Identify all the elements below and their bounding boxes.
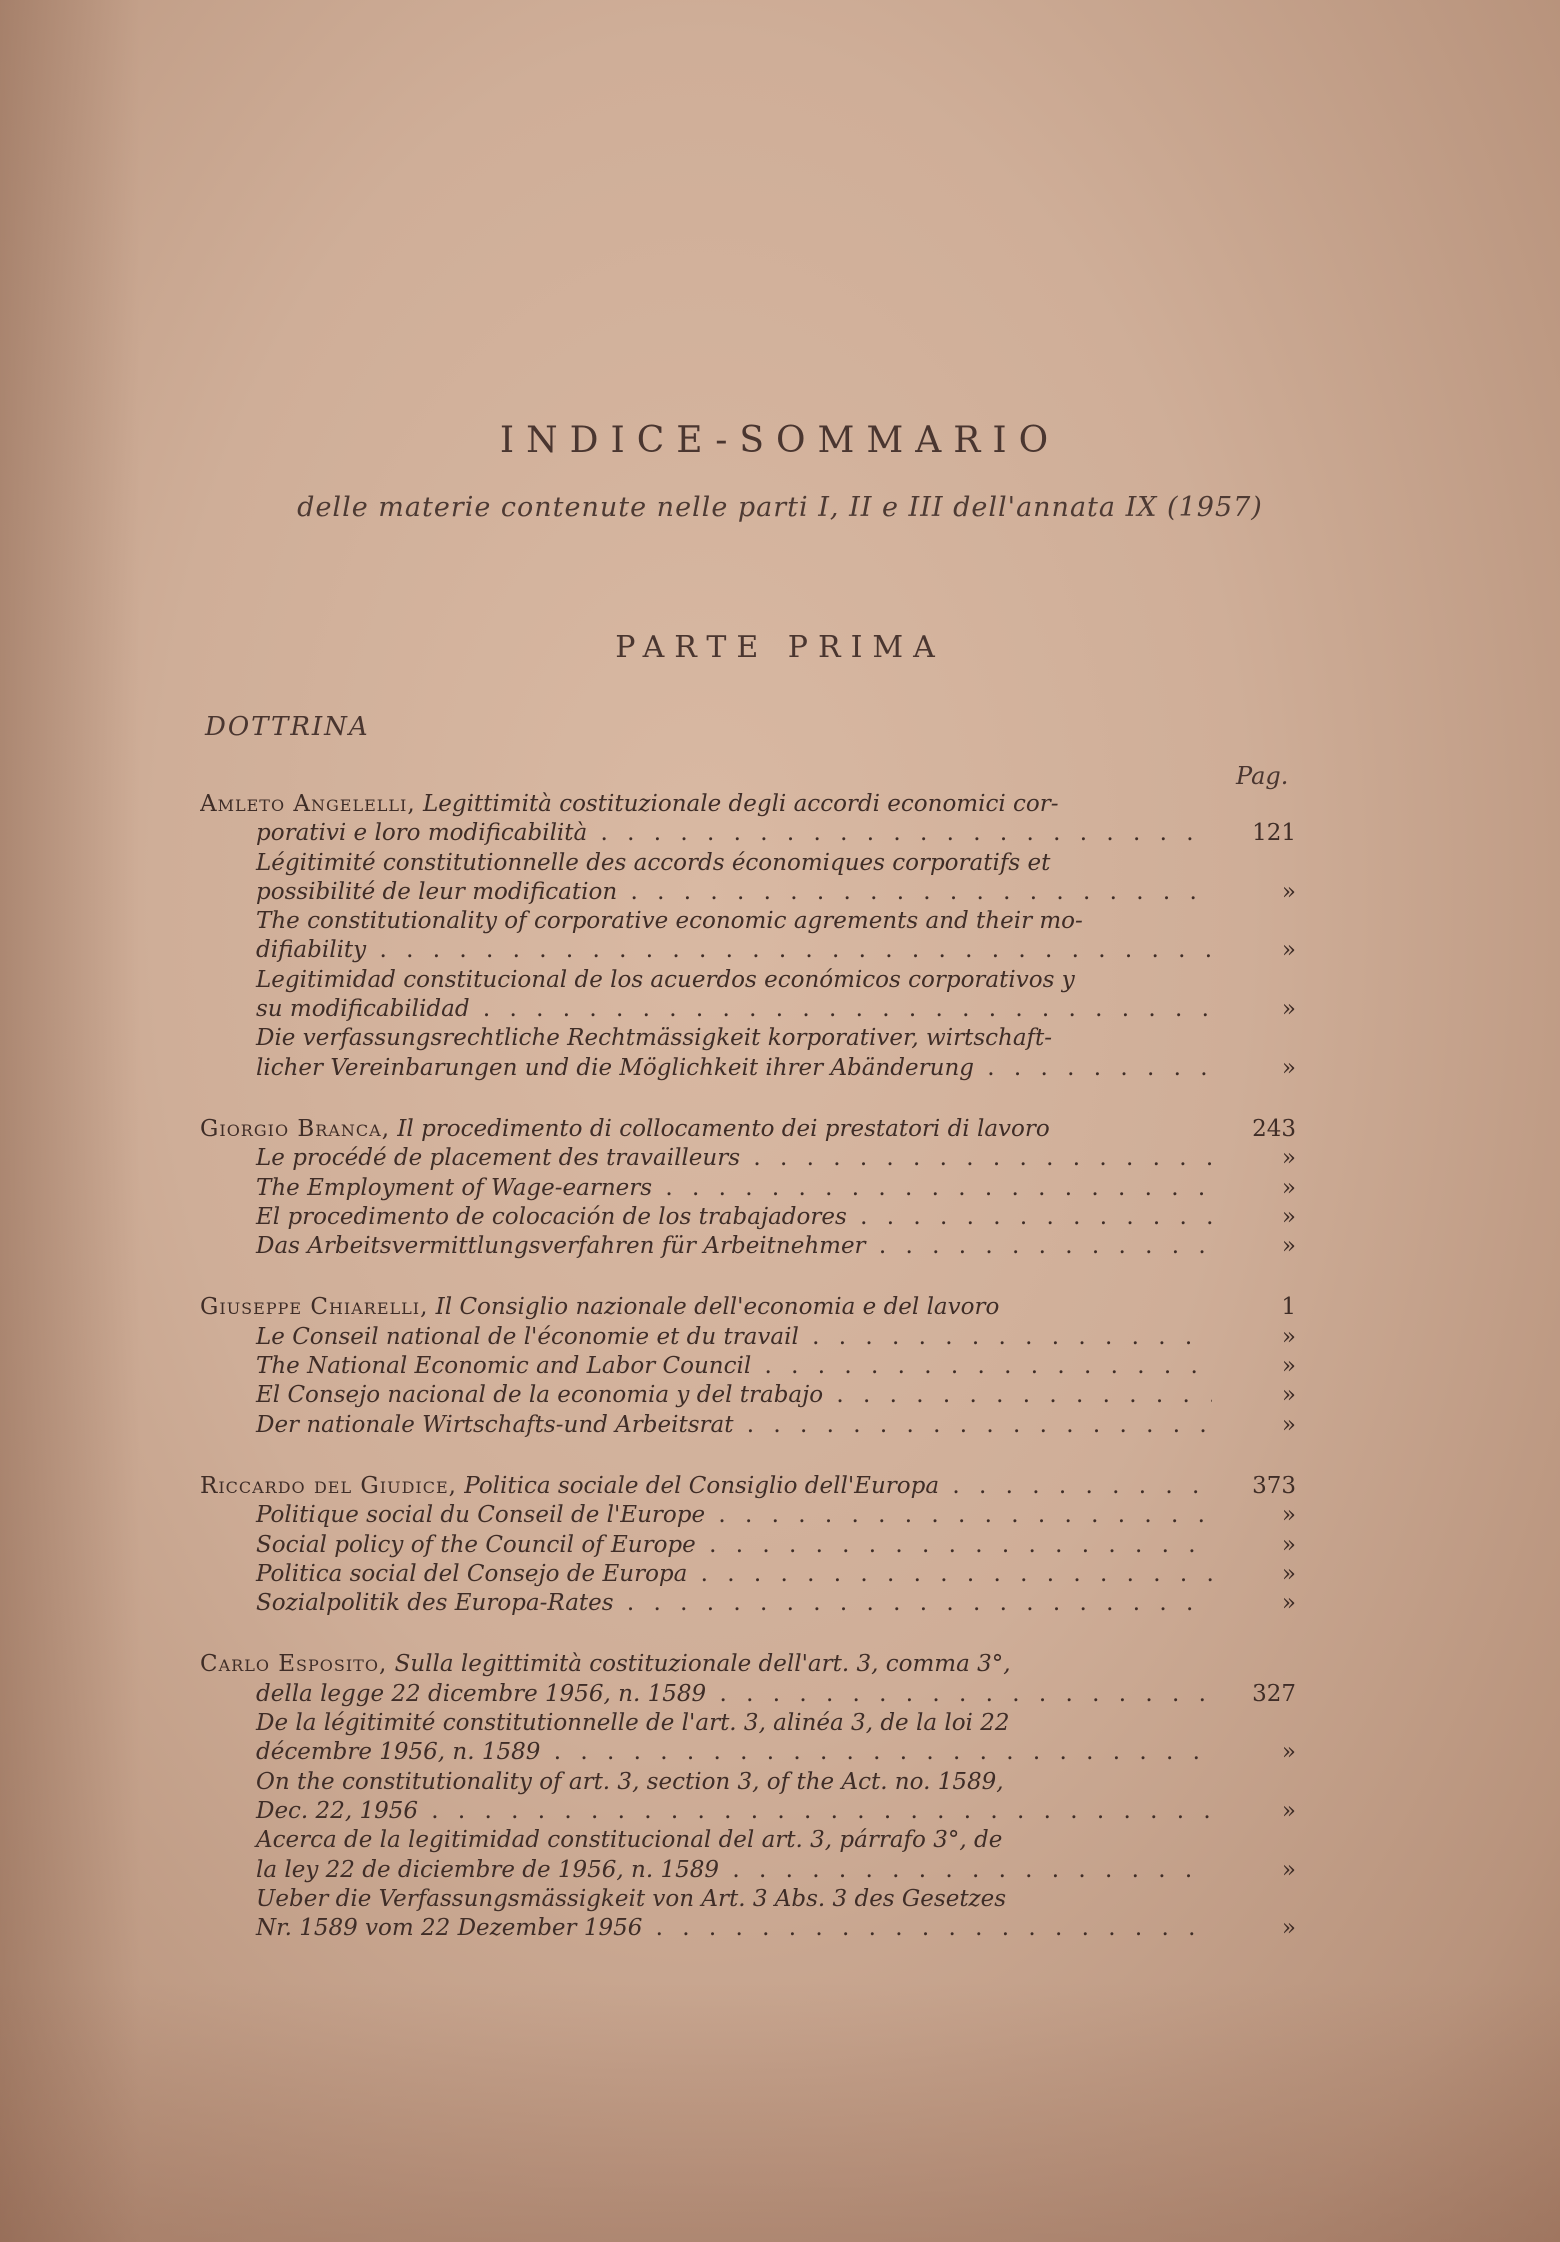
toc-line bbox=[200, 1472, 1300, 1501]
toc-line-text bbox=[256, 936, 1212, 965]
article-title: Sozialpolitik des Europa-Rates bbox=[256, 1590, 614, 1617]
toc-line-text bbox=[256, 1560, 1212, 1589]
toc-line bbox=[200, 1709, 1300, 1738]
page-number: » bbox=[1281, 1560, 1296, 1587]
toc-line-text bbox=[256, 1738, 1212, 1767]
page-number: » bbox=[1281, 1353, 1296, 1380]
toc-line-text bbox=[256, 849, 1050, 878]
page-number: » bbox=[1281, 1382, 1296, 1409]
toc-line bbox=[200, 1768, 1300, 1797]
article-title: Il Consiglio nazionale dell'economia e del lavoro bbox=[428, 1294, 1000, 1321]
toc-line bbox=[200, 1856, 1300, 1885]
toc-line-text bbox=[256, 1589, 1212, 1618]
toc-line bbox=[200, 1024, 1300, 1053]
section-heading: DOTTRINA bbox=[205, 712, 370, 742]
article-title: Politica sociale del Consiglio dell'Europa bbox=[456, 1472, 940, 1499]
article-title: Dec. 22, 1956 bbox=[256, 1797, 418, 1824]
article-title: Le Conseil national de l'économie et du travail bbox=[256, 1323, 799, 1350]
author-name: Riccardo del Giudice, bbox=[200, 1472, 457, 1499]
toc-entry bbox=[200, 1115, 1300, 1261]
article-title: Il procedimento di collocamento dei prestatori di lavoro bbox=[390, 1115, 1050, 1142]
toc-line-text bbox=[256, 1885, 1006, 1914]
toc-line bbox=[200, 1680, 1300, 1709]
toc-line-text bbox=[256, 1768, 1004, 1797]
article-title: El Consejo nacional de la economia y del trabajo bbox=[256, 1382, 824, 1409]
part-heading: PARTE PRIMA bbox=[615, 630, 945, 665]
toc-line bbox=[200, 1054, 1300, 1083]
toc-line-text bbox=[256, 1174, 1212, 1203]
toc-line bbox=[200, 1650, 1300, 1679]
page-number: » bbox=[1281, 1054, 1296, 1081]
article-title: Légitimité constitutionnelle des accords économiques corporatifs et bbox=[256, 849, 1051, 876]
page-number: 327 bbox=[1252, 1680, 1296, 1707]
toc-line-text bbox=[256, 1232, 1212, 1261]
toc-line bbox=[200, 1232, 1300, 1261]
article-title: Politique social du Conseil de l'Europe bbox=[256, 1502, 706, 1529]
page-number: » bbox=[1281, 1915, 1296, 1942]
toc-line bbox=[200, 1826, 1300, 1855]
article-title: Nr. 1589 vom 22 Dezember 1956 bbox=[256, 1915, 643, 1942]
toc-line bbox=[200, 1411, 1300, 1440]
article-title: possibilité de leur modification bbox=[256, 878, 618, 905]
toc-line-text bbox=[256, 1144, 1212, 1173]
toc-line-text bbox=[256, 1352, 1212, 1381]
toc-line-text bbox=[200, 1472, 1212, 1501]
article-title: De la légitimité constitutionnelle de l'art. 3, alinéa 3, de la loi 22 bbox=[256, 1710, 1010, 1737]
toc-line-text bbox=[256, 1203, 1212, 1232]
toc-line bbox=[200, 1293, 1300, 1322]
toc-line-text bbox=[256, 819, 1212, 848]
toc-line-text bbox=[256, 1501, 1212, 1530]
toc-line bbox=[200, 936, 1300, 965]
page-column-label: Pag. bbox=[1236, 762, 1289, 790]
table-of-contents bbox=[200, 790, 1300, 1975]
toc-line bbox=[200, 1560, 1300, 1589]
toc-line-text bbox=[200, 1115, 1050, 1144]
toc-line-text bbox=[200, 790, 1059, 819]
page-number: » bbox=[1281, 1145, 1296, 1172]
page-number: » bbox=[1281, 1233, 1296, 1260]
toc-line-text bbox=[256, 907, 1083, 936]
toc-line bbox=[200, 1352, 1300, 1381]
page-subtitle: delle materie contenute nelle parti I, II e III dell'annata IX (1957) bbox=[297, 492, 1263, 523]
article-title: licher Vereinbarungen und die Möglichkeit ihrer Abänderung bbox=[256, 1054, 974, 1081]
article-title: Legittimità costituzionale degli accordi economici cor- bbox=[415, 791, 1059, 817]
page-number: » bbox=[1281, 1203, 1296, 1230]
page-title: INDICE-SOMMARIO bbox=[499, 420, 1061, 461]
toc-line-text bbox=[256, 878, 1212, 907]
article-title: Social policy of the Council of Europe bbox=[256, 1531, 696, 1558]
page-number: » bbox=[1281, 1174, 1296, 1201]
page-bottom-shadow bbox=[0, 1982, 1560, 2242]
toc-line-text bbox=[200, 1650, 1011, 1679]
toc-line bbox=[200, 849, 1300, 878]
page-number: » bbox=[1281, 1531, 1296, 1558]
page-number: » bbox=[1281, 1590, 1296, 1617]
article-title: Acerca de la legitimidad constitucional del art. 3, párrafo 3°, de bbox=[256, 1827, 1003, 1854]
page-number: » bbox=[1281, 1797, 1296, 1824]
article-title: El procedimento de colocación de los trabajadores bbox=[256, 1203, 847, 1230]
toc-line bbox=[200, 995, 1300, 1024]
page-number: » bbox=[1281, 1411, 1296, 1438]
page-edge-shadow bbox=[0, 0, 140, 2242]
article-title: The constitutionality of corporative economic agrements and their mo- bbox=[256, 908, 1083, 935]
toc-entry bbox=[200, 790, 1300, 1083]
toc-line-text bbox=[256, 1797, 1212, 1826]
toc-line bbox=[200, 878, 1300, 907]
toc-line-text bbox=[256, 1856, 1212, 1885]
toc-line-text bbox=[256, 1531, 1212, 1560]
article-title: décembre 1956, n. 1589 bbox=[256, 1739, 541, 1766]
toc-line bbox=[200, 966, 1300, 995]
toc-line-text bbox=[256, 1826, 1002, 1855]
toc-line bbox=[200, 1501, 1300, 1530]
toc-line bbox=[200, 1797, 1300, 1826]
article-title: della legge 22 dicembre 1956, n. 1589 bbox=[256, 1680, 707, 1707]
author-name: Amleto Angelelli, bbox=[200, 791, 416, 817]
page-number: » bbox=[1281, 1739, 1296, 1766]
toc-line-text bbox=[256, 995, 1212, 1024]
page-number: » bbox=[1281, 1323, 1296, 1350]
toc-entry bbox=[200, 1650, 1300, 1943]
toc-line-text bbox=[256, 966, 1075, 995]
toc-line-text bbox=[256, 1709, 1009, 1738]
author-name: Giorgio Branca, bbox=[200, 1115, 390, 1142]
toc-line-text bbox=[256, 1381, 1212, 1410]
toc-line bbox=[200, 1381, 1300, 1410]
toc-entry bbox=[200, 1293, 1300, 1439]
author-name: Giuseppe Chiarelli, bbox=[200, 1294, 429, 1321]
author-name: Carlo Esposito, bbox=[200, 1651, 388, 1678]
toc-line-text bbox=[256, 1054, 1212, 1083]
toc-line bbox=[200, 1174, 1300, 1203]
toc-line-text bbox=[256, 1411, 1212, 1440]
toc-line bbox=[200, 1323, 1300, 1352]
toc-line bbox=[200, 1914, 1300, 1943]
toc-entry bbox=[200, 1472, 1300, 1618]
page-number: 1 bbox=[1281, 1294, 1296, 1321]
toc-line bbox=[200, 1144, 1300, 1173]
toc-line bbox=[200, 1738, 1300, 1767]
article-title: Legitimidad constitucional de los acuerdos económicos corporativos y bbox=[256, 966, 1075, 993]
article-title: Die verfassungsrechtliche Rechtmässigkeit korporativer, wirtschaft- bbox=[256, 1025, 1053, 1052]
article-title: Der nationale Wirtschafts-und Arbeitsrat bbox=[256, 1411, 734, 1438]
article-title: Ueber die Verfassungsmässigkeit von Art. 3 Abs. 3 des Gesetzes bbox=[256, 1885, 1007, 1912]
toc-line bbox=[200, 1531, 1300, 1560]
article-title: The Employment of Wage-earners bbox=[256, 1174, 653, 1201]
toc-line bbox=[200, 1203, 1300, 1232]
article-title: su modificabilidad bbox=[256, 996, 470, 1023]
page-number: 243 bbox=[1252, 1115, 1296, 1142]
toc-line-text bbox=[256, 1680, 1212, 1709]
toc-line-text bbox=[256, 1914, 1212, 1943]
article-title: porativi e loro modificabilità bbox=[256, 820, 588, 847]
article-title: difiability bbox=[256, 937, 367, 964]
article-title: Sulla legittimità costituzionale dell'art. 3, comma 3°, bbox=[387, 1651, 1011, 1678]
toc-line bbox=[200, 1885, 1300, 1914]
page-number: » bbox=[1281, 1502, 1296, 1529]
toc-line-text bbox=[200, 1293, 999, 1322]
page-number: » bbox=[1281, 1856, 1296, 1883]
toc-line bbox=[200, 907, 1300, 936]
toc-line-text bbox=[256, 1024, 1052, 1053]
page-number: 121 bbox=[1252, 820, 1296, 847]
article-title: Politica social del Consejo de Europa bbox=[256, 1560, 688, 1587]
page-number: 373 bbox=[1252, 1472, 1296, 1499]
article-title: Das Arbeitsvermittlungsverfahren für Arbeitnehmer bbox=[256, 1233, 866, 1260]
article-title: On the constitutionality of art. 3, section 3, of the Act. no. 1589, bbox=[256, 1768, 1004, 1795]
page-number: » bbox=[1281, 937, 1296, 964]
article-title: la ley 22 de diciembre de 1956, n. 1589 bbox=[256, 1856, 720, 1883]
article-title: The National Economic and Labor Council bbox=[256, 1353, 752, 1380]
toc-line bbox=[200, 790, 1300, 819]
toc-line-text bbox=[256, 1323, 1212, 1352]
article-title: Le procédé de placement des travailleurs bbox=[256, 1145, 741, 1172]
toc-line bbox=[200, 819, 1300, 848]
page-number: » bbox=[1281, 996, 1296, 1023]
toc-line bbox=[200, 1115, 1300, 1144]
page-number: » bbox=[1281, 878, 1296, 905]
toc-line bbox=[200, 1589, 1300, 1618]
